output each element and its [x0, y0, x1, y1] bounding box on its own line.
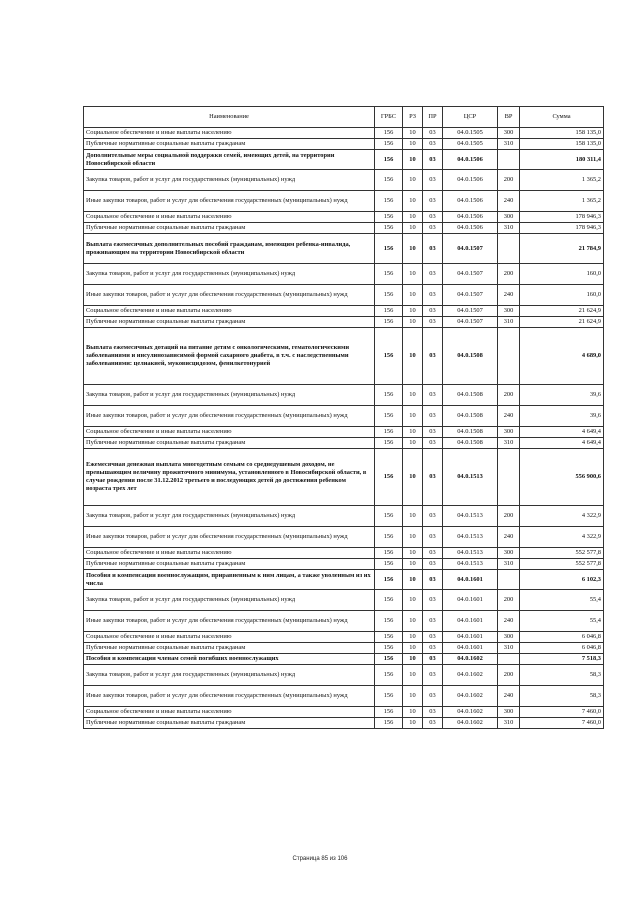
table-row	[84, 643, 604, 654]
cell-sum: 58,3	[520, 686, 604, 707]
cell-name: Социальное обеспечение и иные выплаты населению	[84, 707, 375, 718]
cell-vr: 310	[498, 438, 520, 449]
cell-rz: 10	[403, 139, 423, 150]
table-row	[84, 306, 604, 317]
header-csr: ЦСР	[443, 107, 498, 128]
cell-rz: 10	[403, 438, 423, 449]
cell-grbs: 156	[375, 406, 403, 427]
cell-csr: 04.0.1513	[443, 548, 498, 559]
cell-csr: 04.0.1507	[443, 264, 498, 285]
cell-vr: 240	[498, 527, 520, 548]
cell-sum: 21 624,9	[520, 306, 604, 317]
budget-table	[83, 106, 604, 729]
cell-csr: 04.0.1506	[443, 170, 498, 191]
cell-grbs: 156	[375, 686, 403, 707]
cell-pr: 03	[423, 570, 443, 590]
table-row	[84, 506, 604, 527]
cell-rz: 10	[403, 191, 423, 212]
table-row	[84, 285, 604, 306]
cell-name: Социальное обеспечение и иные выплаты населению	[84, 427, 375, 438]
cell-vr: 300	[498, 632, 520, 643]
cell-pr: 03	[423, 506, 443, 527]
cell-name: Закупка товаров, работ и услуг для государственных (муниципальных) нужд	[84, 385, 375, 406]
cell-csr: 04.0.1601	[443, 632, 498, 643]
cell-pr: 03	[423, 385, 443, 406]
cell-csr: 04.0.1506	[443, 223, 498, 234]
cell-grbs: 156	[375, 643, 403, 654]
header-name: Наименование	[84, 107, 375, 128]
cell-rz: 10	[403, 506, 423, 527]
cell-vr: 310	[498, 718, 520, 729]
table-row	[84, 611, 604, 632]
cell-pr: 03	[423, 150, 443, 170]
cell-name: Социальное обеспечение и иные выплаты населению	[84, 632, 375, 643]
cell-sum: 7 518,3	[520, 654, 604, 665]
cell-sum: 556 900,6	[520, 449, 604, 506]
cell-csr: 04.0.1505	[443, 139, 498, 150]
cell-rz: 10	[403, 285, 423, 306]
table-row	[84, 128, 604, 139]
cell-rz: 10	[403, 548, 423, 559]
cell-vr: 200	[498, 385, 520, 406]
cell-rz: 10	[403, 707, 423, 718]
cell-rz: 10	[403, 643, 423, 654]
cell-csr: 04.0.1505	[443, 128, 498, 139]
cell-rz: 10	[403, 427, 423, 438]
table-row	[84, 686, 604, 707]
table-row	[84, 632, 604, 643]
cell-rz: 10	[403, 306, 423, 317]
cell-rz: 10	[403, 406, 423, 427]
cell-name: Закупка товаров, работ и услуг для государственных (муниципальных) нужд	[84, 665, 375, 686]
cell-csr: 04.0.1508	[443, 438, 498, 449]
cell-grbs: 156	[375, 234, 403, 264]
cell-grbs: 156	[375, 718, 403, 729]
table-row	[84, 570, 604, 590]
cell-name: Иные закупки товаров, работ и услуг для обеспечения государственных (муниципальных) нужд	[84, 527, 375, 548]
cell-vr: 200	[498, 170, 520, 191]
cell-vr: 310	[498, 139, 520, 150]
cell-pr: 03	[423, 643, 443, 654]
cell-grbs: 156	[375, 449, 403, 506]
cell-sum: 58,3	[520, 665, 604, 686]
cell-vr: 200	[498, 264, 520, 285]
table-row	[84, 707, 604, 718]
cell-name: Социальное обеспечение и иные выплаты населению	[84, 548, 375, 559]
cell-pr: 03	[423, 611, 443, 632]
cell-pr: 03	[423, 128, 443, 139]
cell-sum: 4 322,9	[520, 527, 604, 548]
table-header-row	[84, 107, 604, 128]
cell-rz: 10	[403, 527, 423, 548]
cell-grbs: 156	[375, 328, 403, 385]
cell-pr: 03	[423, 427, 443, 438]
cell-name: Ежемесячная денежная выплата многодетным семьям со среднедушевым доходом, не превышающим величину прожиточного минимума, установленного в Новосибирской области, в случае рождения после 31.12.2012 третьего и последующих детей до достижения ребенком возраста трех лет	[84, 449, 375, 506]
cell-csr: 04.0.1513	[443, 506, 498, 527]
cell-grbs: 156	[375, 317, 403, 328]
cell-name: Публичные нормативные социальные выплаты гражданам	[84, 223, 375, 234]
cell-rz: 10	[403, 128, 423, 139]
cell-name: Публичные нормативные социальные выплаты гражданам	[84, 643, 375, 654]
cell-csr: 04.0.1506	[443, 212, 498, 223]
cell-vr	[498, 150, 520, 170]
table-row	[84, 139, 604, 150]
cell-sum: 7 460,0	[520, 718, 604, 729]
header-rz: РЗ	[403, 107, 423, 128]
cell-csr: 04.0.1506	[443, 191, 498, 212]
cell-pr: 03	[423, 590, 443, 611]
cell-sum: 55,4	[520, 611, 604, 632]
table-row	[84, 223, 604, 234]
cell-vr: 300	[498, 128, 520, 139]
cell-vr	[498, 570, 520, 590]
cell-sum: 6 102,3	[520, 570, 604, 590]
cell-csr: 04.0.1602	[443, 686, 498, 707]
cell-grbs: 156	[375, 285, 403, 306]
cell-grbs: 156	[375, 264, 403, 285]
cell-vr: 310	[498, 223, 520, 234]
cell-grbs: 156	[375, 170, 403, 191]
cell-pr: 03	[423, 406, 443, 427]
table-row	[84, 264, 604, 285]
cell-vr: 240	[498, 406, 520, 427]
cell-csr: 04.0.1506	[443, 150, 498, 170]
cell-csr: 04.0.1513	[443, 559, 498, 570]
cell-name: Социальное обеспечение и иные выплаты населению	[84, 128, 375, 139]
table-row	[84, 150, 604, 170]
cell-pr: 03	[423, 139, 443, 150]
cell-sum: 178 946,3	[520, 223, 604, 234]
cell-grbs: 156	[375, 665, 403, 686]
cell-csr: 04.0.1507	[443, 285, 498, 306]
table-row	[84, 665, 604, 686]
cell-pr: 03	[423, 317, 443, 328]
cell-name: Иные закупки товаров, работ и услуг для обеспечения государственных (муниципальных) нужд	[84, 191, 375, 212]
cell-vr: 200	[498, 506, 520, 527]
cell-name: Закупка товаров, работ и услуг для государственных (муниципальных) нужд	[84, 506, 375, 527]
cell-vr: 310	[498, 643, 520, 654]
cell-csr: 04.0.1602	[443, 654, 498, 665]
cell-rz: 10	[403, 611, 423, 632]
cell-vr: 310	[498, 559, 520, 570]
cell-csr: 04.0.1601	[443, 570, 498, 590]
cell-sum: 6 046,8	[520, 632, 604, 643]
cell-sum: 158 135,0	[520, 139, 604, 150]
cell-grbs: 156	[375, 611, 403, 632]
cell-pr: 03	[423, 686, 443, 707]
cell-name: Закупка товаров, работ и услуг для государственных (муниципальных) нужд	[84, 170, 375, 191]
cell-grbs: 156	[375, 438, 403, 449]
cell-pr: 03	[423, 223, 443, 234]
cell-pr: 03	[423, 654, 443, 665]
cell-rz: 10	[403, 590, 423, 611]
cell-name: Закупка товаров, работ и услуг для государственных (муниципальных) нужд	[84, 264, 375, 285]
cell-name: Дополнительные меры социальной поддержки семей, имеющих детей, на территории Новосибирской области	[84, 150, 375, 170]
cell-rz: 10	[403, 264, 423, 285]
cell-rz: 10	[403, 385, 423, 406]
cell-vr: 240	[498, 611, 520, 632]
cell-grbs: 156	[375, 191, 403, 212]
table-row	[84, 590, 604, 611]
cell-rz: 10	[403, 317, 423, 328]
cell-vr: 300	[498, 548, 520, 559]
cell-csr: 04.0.1601	[443, 643, 498, 654]
cell-name: Публичные нормативные социальные выплаты гражданам	[84, 139, 375, 150]
cell-rz: 10	[403, 559, 423, 570]
cell-rz: 10	[403, 449, 423, 506]
cell-csr: 04.0.1602	[443, 665, 498, 686]
cell-vr: 240	[498, 285, 520, 306]
page-number: Страница 85 из 106	[292, 856, 348, 862]
cell-rz: 10	[403, 665, 423, 686]
cell-pr: 03	[423, 665, 443, 686]
cell-sum: 158 135,0	[520, 128, 604, 139]
cell-name: Иные закупки товаров, работ и услуг для обеспечения государственных (муниципальных) нужд	[84, 611, 375, 632]
cell-sum: 160,0	[520, 285, 604, 306]
cell-csr: 04.0.1508	[443, 328, 498, 385]
table-row	[84, 527, 604, 548]
cell-pr: 03	[423, 438, 443, 449]
cell-name: Иные закупки товаров, работ и услуг для обеспечения государственных (муниципальных) нужд	[84, 285, 375, 306]
cell-csr: 04.0.1601	[443, 590, 498, 611]
cell-csr: 04.0.1508	[443, 406, 498, 427]
cell-sum: 1 365,2	[520, 170, 604, 191]
cell-grbs: 156	[375, 654, 403, 665]
cell-rz: 10	[403, 328, 423, 385]
cell-sum: 552 577,8	[520, 548, 604, 559]
cell-pr: 03	[423, 306, 443, 317]
cell-grbs: 156	[375, 548, 403, 559]
cell-grbs: 156	[375, 707, 403, 718]
cell-sum: 7 460,0	[520, 707, 604, 718]
cell-grbs: 156	[375, 590, 403, 611]
cell-name: Социальное обеспечение и иные выплаты населению	[84, 306, 375, 317]
cell-grbs: 156	[375, 128, 403, 139]
cell-pr: 03	[423, 264, 443, 285]
cell-sum: 55,4	[520, 590, 604, 611]
cell-sum: 39,6	[520, 385, 604, 406]
header-vr: ВР	[498, 107, 520, 128]
cell-pr: 03	[423, 191, 443, 212]
header-sum: Сумма	[520, 107, 604, 128]
table-row	[84, 654, 604, 665]
cell-sum: 6 046,8	[520, 643, 604, 654]
cell-grbs: 156	[375, 306, 403, 317]
cell-pr: 03	[423, 707, 443, 718]
cell-grbs: 156	[375, 632, 403, 643]
cell-name: Выплата ежемесячных дополнительных пособий гражданам, имеющим ребенка-инвалида, проживающим на территории Новосибирской области	[84, 234, 375, 264]
cell-pr: 03	[423, 234, 443, 264]
cell-pr: 03	[423, 212, 443, 223]
table-row	[84, 317, 604, 328]
cell-name: Социальное обеспечение и иные выплаты населению	[84, 212, 375, 223]
cell-vr: 300	[498, 427, 520, 438]
cell-sum: 21 784,9	[520, 234, 604, 264]
cell-grbs: 156	[375, 139, 403, 150]
cell-grbs: 156	[375, 570, 403, 590]
cell-vr: 300	[498, 707, 520, 718]
cell-rz: 10	[403, 632, 423, 643]
cell-vr	[498, 234, 520, 264]
cell-vr: 300	[498, 306, 520, 317]
header-pr: ПР	[423, 107, 443, 128]
cell-vr: 200	[498, 590, 520, 611]
cell-sum: 21 624,9	[520, 317, 604, 328]
table-row	[84, 234, 604, 264]
cell-name: Иные закупки товаров, работ и услуг для обеспечения государственных (муниципальных) нужд	[84, 686, 375, 707]
cell-sum: 4 689,0	[520, 328, 604, 385]
cell-pr: 03	[423, 559, 443, 570]
cell-rz: 10	[403, 212, 423, 223]
cell-rz: 10	[403, 223, 423, 234]
cell-pr: 03	[423, 548, 443, 559]
cell-pr: 03	[423, 285, 443, 306]
table-row	[84, 449, 604, 506]
cell-pr: 03	[423, 328, 443, 385]
cell-csr: 04.0.1507	[443, 234, 498, 264]
cell-rz: 10	[403, 170, 423, 191]
cell-grbs: 156	[375, 223, 403, 234]
cell-vr: 240	[498, 686, 520, 707]
cell-grbs: 156	[375, 212, 403, 223]
cell-sum: 4 649,4	[520, 427, 604, 438]
cell-csr: 04.0.1602	[443, 707, 498, 718]
cell-csr: 04.0.1602	[443, 718, 498, 729]
cell-vr: 310	[498, 317, 520, 328]
cell-rz: 10	[403, 686, 423, 707]
cell-name: Пособия и компенсации военнослужащим, приравненным к ним лицам, а также уволенным из их числа	[84, 570, 375, 590]
cell-vr: 200	[498, 665, 520, 686]
cell-rz: 10	[403, 718, 423, 729]
cell-sum: 1 365,2	[520, 191, 604, 212]
cell-rz: 10	[403, 234, 423, 264]
cell-grbs: 156	[375, 559, 403, 570]
cell-rz: 10	[403, 150, 423, 170]
cell-csr: 04.0.1507	[443, 306, 498, 317]
table-row	[84, 559, 604, 570]
cell-pr: 03	[423, 527, 443, 548]
cell-grbs: 156	[375, 506, 403, 527]
cell-pr: 03	[423, 718, 443, 729]
table-row	[84, 427, 604, 438]
cell-rz: 10	[403, 570, 423, 590]
cell-csr: 04.0.1508	[443, 385, 498, 406]
table-row	[84, 191, 604, 212]
cell-sum: 178 946,3	[520, 212, 604, 223]
cell-vr	[498, 328, 520, 385]
table-row	[84, 718, 604, 729]
cell-rz: 10	[403, 654, 423, 665]
cell-csr: 04.0.1507	[443, 317, 498, 328]
cell-csr: 04.0.1513	[443, 449, 498, 506]
cell-vr: 240	[498, 191, 520, 212]
cell-pr: 03	[423, 632, 443, 643]
cell-csr: 04.0.1508	[443, 427, 498, 438]
table-row	[84, 212, 604, 223]
cell-name: Публичные нормативные социальные выплаты гражданам	[84, 559, 375, 570]
cell-pr: 03	[423, 449, 443, 506]
header-grbs: ГРБС	[375, 107, 403, 128]
table-row	[84, 170, 604, 191]
cell-name: Пособия и компенсации членам семей погибших военнослужащих	[84, 654, 375, 665]
cell-sum: 39,6	[520, 406, 604, 427]
cell-csr: 04.0.1601	[443, 611, 498, 632]
cell-vr	[498, 449, 520, 506]
table-row	[84, 548, 604, 559]
cell-name: Закупка товаров, работ и услуг для государственных (муниципальных) нужд	[84, 590, 375, 611]
cell-name: Публичные нормативные социальные выплаты гражданам	[84, 438, 375, 449]
cell-grbs: 156	[375, 527, 403, 548]
table-body	[84, 128, 604, 729]
cell-csr: 04.0.1513	[443, 527, 498, 548]
cell-name: Иные закупки товаров, работ и услуг для обеспечения государственных (муниципальных) нужд	[84, 406, 375, 427]
cell-sum: 180 311,4	[520, 150, 604, 170]
cell-name: Публичные нормативные социальные выплаты гражданам	[84, 718, 375, 729]
cell-sum: 160,0	[520, 264, 604, 285]
table-row	[84, 406, 604, 427]
cell-vr: 300	[498, 212, 520, 223]
cell-name: Выплата ежемесячных дотаций на питание детям с онкологическими, гематологическими заболеваниями и инсулинозависимой формой сахарного диабета, в т.ч. с наследственными заболеваниями: целиакией, муковисцидозом, фенилкетонурией	[84, 328, 375, 385]
cell-sum: 4 649,4	[520, 438, 604, 449]
cell-sum: 4 322,9	[520, 506, 604, 527]
table-row	[84, 328, 604, 385]
cell-pr: 03	[423, 170, 443, 191]
cell-grbs: 156	[375, 150, 403, 170]
cell-name: Публичные нормативные социальные выплаты гражданам	[84, 317, 375, 328]
cell-vr	[498, 654, 520, 665]
cell-grbs: 156	[375, 427, 403, 438]
table-row	[84, 385, 604, 406]
cell-sum: 552 577,8	[520, 559, 604, 570]
cell-grbs: 156	[375, 385, 403, 406]
table-row	[84, 438, 604, 449]
